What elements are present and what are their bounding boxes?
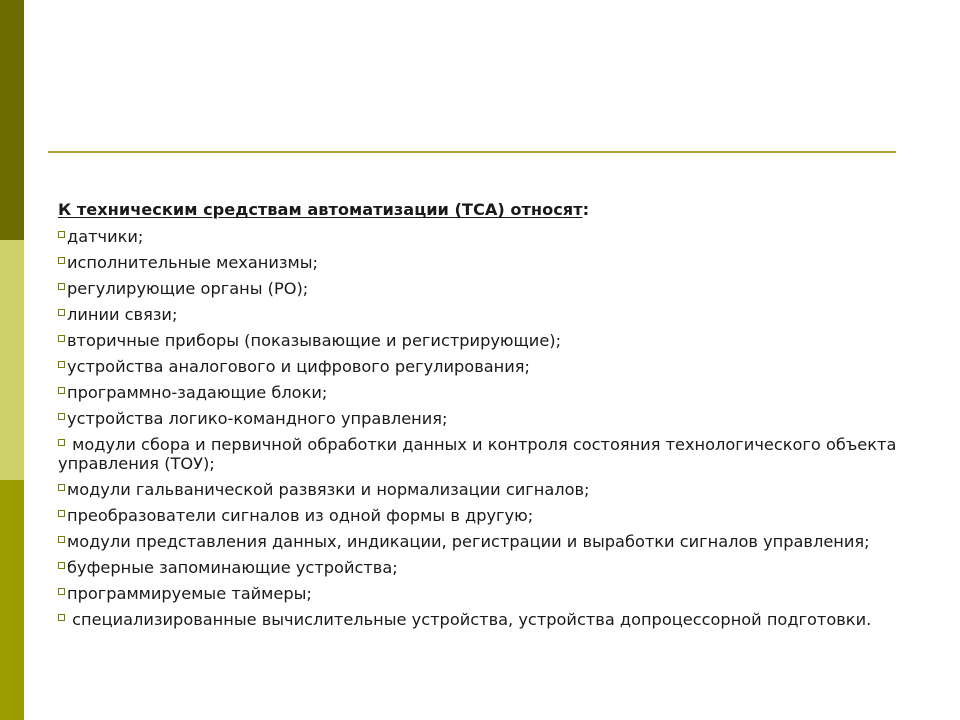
list-item: программно-задающие блоки;: [58, 383, 898, 402]
list-heading-colon: :: [582, 200, 590, 219]
list-item: исполнительные механизмы;: [58, 253, 898, 272]
list-item: вторичные приборы (показывающие и регистрирующие);: [58, 331, 898, 350]
square-bullet-icon: [58, 614, 65, 621]
square-bullet-icon: [58, 439, 65, 446]
square-bullet-icon: [58, 536, 65, 543]
list-item: буферные запоминающие устройства;: [58, 558, 898, 577]
square-bullet-icon: [58, 484, 65, 491]
list-heading: [58, 200, 898, 219]
slide-content: [58, 200, 898, 636]
list-item: устройства логико-командного управления;: [58, 409, 898, 428]
sidebar-accent-middle: [0, 240, 24, 480]
list-item: специализированные вычислительные устройства, устройства допроцессорной подготовки.: [58, 610, 898, 629]
square-bullet-icon: [58, 257, 65, 264]
square-bullet-icon: [58, 231, 65, 238]
list-item: модули гальванической развязки и нормализации сигналов;: [58, 480, 898, 499]
list-item: устройства аналогового и цифрового регулирования;: [58, 357, 898, 376]
square-bullet-icon: [58, 283, 65, 290]
list-item: регулирующие органы (РО);: [58, 279, 898, 298]
square-bullet-icon: [58, 387, 65, 394]
square-bullet-icon: [58, 413, 65, 420]
sidebar-accent-bottom: [0, 480, 24, 720]
tca-list: [58, 227, 898, 629]
list-heading-text: К техническим средствам автоматизации (ТСА) относят: [58, 200, 583, 219]
list-item: линии связи;: [58, 305, 898, 324]
list-item: модули сбора и первичной обработки данных и контроля состояния технологического объекта управления (ТОУ);: [58, 435, 897, 473]
list-item: преобразователи сигналов из одной формы в другую;: [58, 506, 898, 525]
title-divider: [48, 151, 896, 153]
square-bullet-icon: [58, 588, 65, 595]
list-item: датчики;: [58, 227, 898, 246]
list-item: модули представления данных, индикации, регистрации и выработки сигналов управления;: [58, 532, 898, 551]
square-bullet-icon: [58, 335, 65, 342]
list-item: программируемые таймеры;: [58, 584, 898, 603]
square-bullet-icon: [58, 309, 65, 316]
square-bullet-icon: [58, 510, 65, 517]
square-bullet-icon: [58, 361, 65, 368]
sidebar-accent-top: [0, 0, 24, 240]
square-bullet-icon: [58, 562, 65, 569]
